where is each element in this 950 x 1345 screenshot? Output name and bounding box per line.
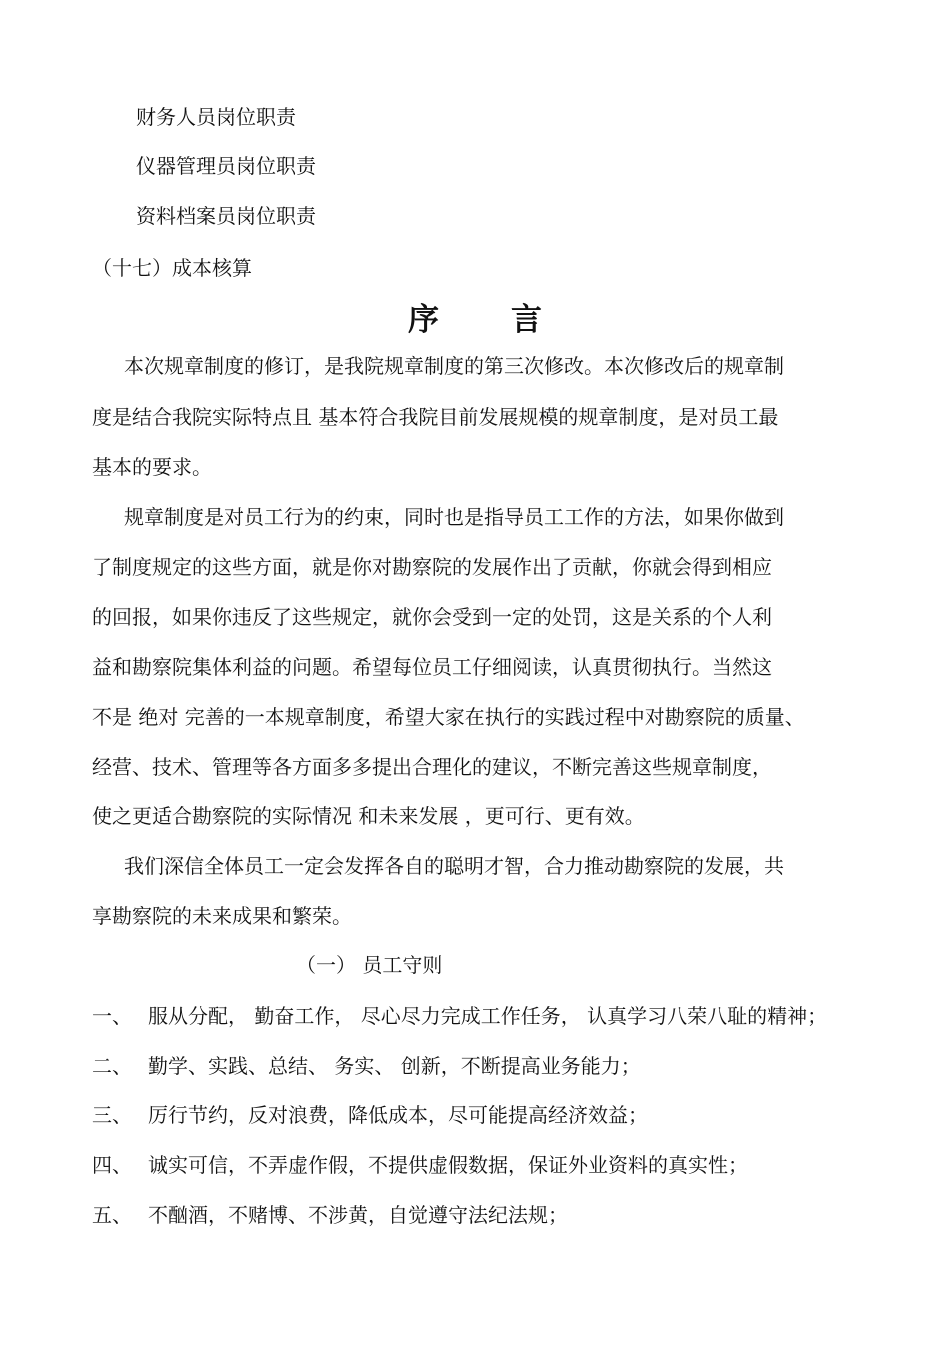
preface-p2-line6: 经营、技术、管理等各方面多多提出合理化的建议，不断完善这些规章制度， <box>92 755 772 779</box>
rule-number: 二、 <box>92 1054 132 1078</box>
preface-title-left: 序 <box>408 302 439 338</box>
preface-p3-line1: 我们深信全体员工一定会发挥各自的聪明才智，合力推动勘察院的发展，共 <box>124 854 784 878</box>
rule-number: 四、 <box>92 1153 132 1177</box>
rule-text: 不酗酒，不赌博、不涉黄，自觉遵守法纪法规； <box>148 1203 568 1227</box>
toc-item-archive: 资料档案员岗位职责 <box>136 204 316 228</box>
preface-title <box>0 300 950 340</box>
preface-p3-line2: 享勘察院的未来成果和繁荣。 <box>92 904 352 928</box>
preface-p2-line5: 不是 绝对 完善的一本规章制度，希望大家在执行的实践过程中对勘察院的质量、 <box>92 705 805 729</box>
rule-number: 三、 <box>92 1103 132 1127</box>
toc-item-instrument: 仪器管理员岗位职责 <box>136 154 316 178</box>
preface-p2-line7: 使之更适合勘察院的实际情况 和未来发展 ，更可行、更有效。 <box>92 804 645 828</box>
preface-title-right: 言 <box>511 302 542 338</box>
preface-p2-line3: 的回报，如果你违反了这些规定，就你会受到一定的处罚，这是关系的个人利 <box>92 605 772 629</box>
code-of-conduct-heading: （一） 员工守则 <box>296 953 443 977</box>
preface-p2-line2: 了制度规定的这些方面，就是你对勘察院的发展作出了贡献，你就会得到相应 <box>92 555 772 579</box>
rule-text: 厉行节约，反对浪费，降低成本，尽可能提高经济效益； <box>148 1103 648 1127</box>
preface-p1-line2: 度是结合我院实际特点且 基本符合我院目前发展规模的规章制度，是对员工最 <box>92 405 779 429</box>
rule-number: 五、 <box>92 1203 132 1227</box>
toc-item-finance: 财务人员岗位职责 <box>136 105 296 129</box>
rule-number: 一、 <box>92 1004 132 1028</box>
toc-section-cost: （十七）成本核算 <box>92 256 252 280</box>
preface-p2-line4: 益和勘察院集体利益的问题。希望每位员工仔细阅读，认真贯彻执行。当然这 <box>92 655 772 679</box>
preface-p1-line1: 本次规章制度的修订，是我院规章制度的第三次修改。本次修改后的规章制 <box>124 354 784 378</box>
preface-p2-line1: 规章制度是对员工行为的约束，同时也是指导员工工作的方法，如果你做到 <box>124 505 784 529</box>
rule-text: 服从分配， 勤奋工作， 尽心尽力完成工作任务， 认真学习八荣八耻的精神； <box>148 1004 828 1028</box>
rule-text: 勤学、实践、总结、 务实、 创新，不断提高业务能力； <box>148 1054 641 1078</box>
rule-text: 诚实可信，不弄虚作假，不提供虚假数据，保证外业资料的真实性； <box>148 1153 748 1177</box>
preface-p1-line3: 基本的要求。 <box>92 455 212 479</box>
